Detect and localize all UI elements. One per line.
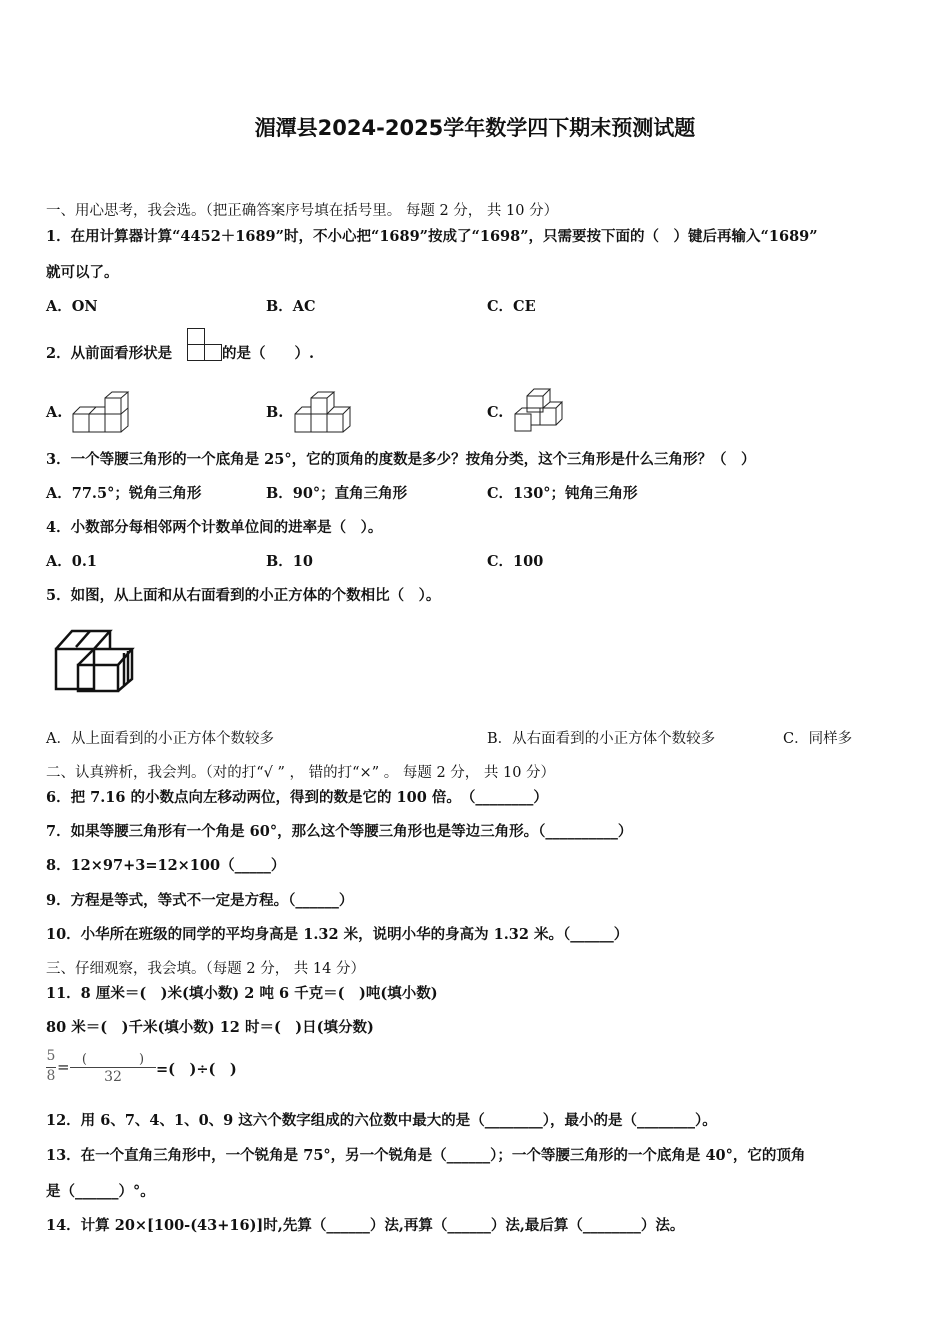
q2-option-b: B.	[266, 404, 284, 421]
q5-option-a: A．从上面看到的小正方体个数较多	[46, 731, 274, 747]
q1-option-b: B．AC	[266, 298, 316, 315]
section2-header: 二、认真辨析，我会判。（对的打“√ ” ， 错的打“×” 。 每题 2 分， 共 10 分）	[46, 765, 556, 781]
q5-option-c: C．同样多	[783, 731, 853, 747]
q11-fraction-equation	[46, 1048, 246, 1088]
q11-line2: 80 米＝( )千米(填小数) 12 时＝( )日(填分数)	[46, 1019, 374, 1036]
q11-blank-denominator: 32	[104, 1069, 122, 1085]
q1-option-c: C．CE	[487, 298, 536, 315]
q2-option-a-cubes	[72, 392, 134, 436]
q1-line1: 1．在用计算器计算“4452＋1689”时，不小心把“1689”按成了“1698”，只需要按下面的（ ）键后再输入“1689”	[46, 228, 818, 245]
q4-option-b: B．10	[266, 553, 313, 570]
q13-line1: 13．在一个直角三角形中，一个锐角是 75°，另一个锐角是（______）；一个等腰三角形的一个底角是 40°，它的顶角	[46, 1147, 806, 1164]
q11-blank-bar	[70, 1067, 156, 1068]
q11-equals: =	[57, 1058, 70, 1076]
q2-suffix: 的是（ ）.	[222, 345, 315, 362]
q8-text: 8．12×97+3=12×100（_____）	[46, 857, 286, 874]
q2-prefix: 2．从前面看形状是	[46, 345, 173, 362]
page-title: 湄潭县2024-2025学年数学四下期末预测试题	[254, 116, 696, 140]
section1-header: 一、用心思考，我会选。（把正确答案序号填在括号里。 每题 2 分， 共 10 分）	[46, 203, 559, 219]
q11-division-tail: =( )÷( )	[156, 1061, 237, 1078]
q4-option-c: C．100	[487, 553, 544, 570]
section3-header: 三、仔细观察，我会填。（每题 2 分， 共 14 分）	[46, 961, 365, 977]
q9-text: 9．方程是等式，等式不一定是方程。（______）	[46, 892, 354, 909]
q2-option-c-cubes	[514, 386, 566, 434]
q1-line2: 就可以了。	[46, 264, 119, 281]
q2-option-a: A.	[46, 404, 63, 421]
q11-frac-denominator: 8	[46, 1068, 56, 1084]
q4-option-a: A．0.1	[46, 553, 97, 570]
q10-text: 10．小华所在班级的同学的平均身高是 1.32 米，说明小华的身高为 1.32 米。（______）	[46, 926, 629, 943]
q11-line1: 11．8 厘米＝( )米(填小数) 2 吨 6 千克＝( )吨(填小数)	[46, 985, 438, 1002]
q5-text: 5．如图，从上面和从右面看到的小正方体的个数相比（ ）。	[46, 587, 441, 604]
q6-text: 6．把 7.16 的小数点向左移动两位，得到的数是它的 100 倍。 （________）	[46, 789, 548, 806]
q12-text: 12．用 6、7、4、1、0、9 这六个数字组成的六位数中最大的是（________），最小的是（________）。	[46, 1112, 717, 1129]
q5-option-b: B．从右面看到的小正方体个数较多	[487, 731, 716, 747]
q3-text: 3．一个等腰三角形的一个底角是 25°，它的顶角的度数是多少？按角分类，这个三角形是什么三角形？（ ）	[46, 451, 756, 468]
q2-option-c: C.	[487, 404, 504, 421]
q1-option-a: A．ON	[46, 298, 98, 315]
q3-option-b: B．90°；直角三角形	[266, 485, 408, 502]
q4-text: 4．小数部分每相邻两个计数单位间的进率是（ ）。	[46, 519, 383, 536]
q13-line2: 是（______）°。	[46, 1183, 155, 1200]
q11-blank-numerator: ( )	[81, 1052, 145, 1067]
q3-option-a: A．77.5°；锐角三角形	[46, 485, 202, 502]
q7-text: 7．如果等腰三角形有一个角是 60°，那么这个等腰三角形也是等边三角形。（__________）	[46, 823, 633, 840]
q5-cube-figure	[52, 625, 134, 693]
q2-option-b-cubes	[294, 392, 356, 436]
q2-front-view-figure	[187, 328, 223, 362]
q11-frac-numerator: 5	[46, 1048, 56, 1064]
q3-option-c: C．130°；钝角三角形	[487, 485, 638, 502]
q14-text: 14．计算 20×[100-(43+16)]时,先算（______）法,再算（______）法,最后算（________）法。	[46, 1217, 685, 1234]
